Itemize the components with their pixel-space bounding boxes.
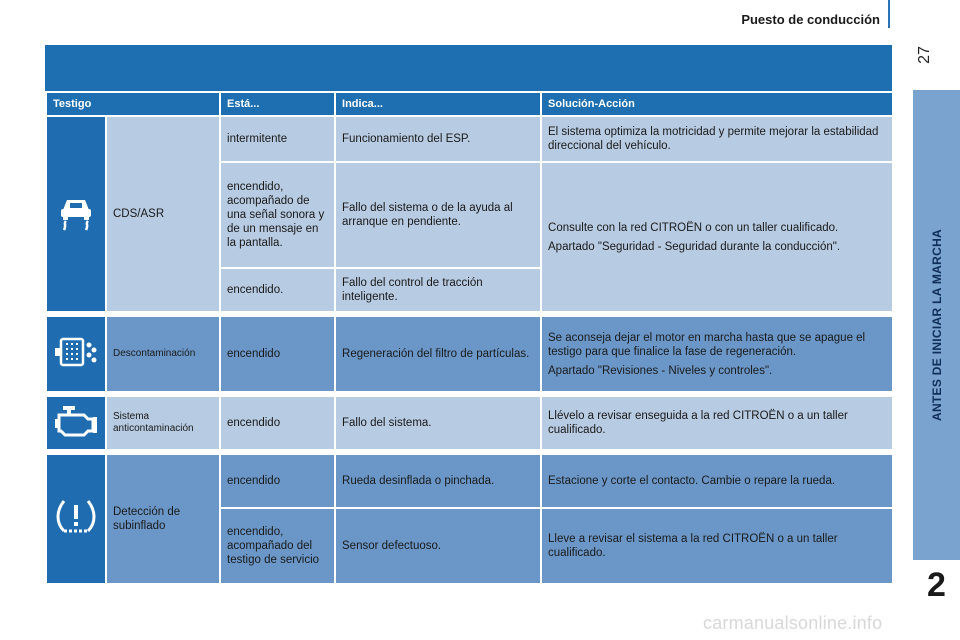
table-row [46,116,893,162]
warning-lights-table [45,91,894,585]
table-header-row [46,92,893,116]
indicates-cell: Fallo del control de tracción inteligente. [335,268,541,312]
action-text: Apartado "Seguridad - Seguridad durante la conducción". [548,240,841,253]
light-name-descontaminacion: Descontaminación [106,316,220,392]
tyre-pressure-icon [54,495,98,539]
action-cell [541,116,893,162]
action-cell [541,162,893,312]
header-divider [888,0,890,28]
icon-cell [46,454,106,584]
action-cell [541,396,893,450]
action-text: Llévelo a revisar enseguida a la red CITROËN o a un taller cualificado. [548,410,848,436]
skidding-car-icon [54,190,98,234]
state-cell: encendido, acompañado de una señal sonora y de un mensaje en la pantalla. [220,162,335,268]
chapter-number: 2 [927,566,946,604]
chapter-title: ANTES DE INICIAR LA MARCHA [929,228,944,422]
action-text: Apartado "Revisiones - Niveles y controles". [548,364,773,377]
state-cell: encendido [220,316,335,392]
table-row [46,454,893,508]
chapter-side-label [913,90,960,560]
section-title: Puesto de conducción [741,12,880,27]
indicates-cell: Funcionamiento del ESP. [335,116,541,162]
table-row [46,316,893,392]
light-name-subinflado: Detección de subinflado [106,454,220,584]
indicates-cell: Sensor defectuoso. [335,508,541,584]
action-text: Consulte con la red CITROËN o con un taller cualificado. [548,221,839,234]
footer-watermark: carmanualsonline.info [703,613,883,633]
indicates-cell: Regeneración del filtro de partículas. [335,316,541,392]
action-cell [541,316,893,392]
state-cell: encendido [220,396,335,450]
indicates-cell: Fallo del sistema o de la ayuda al arranque en pendiente. [335,162,541,268]
action-cell [541,508,893,584]
state-cell: encendido, acompañado del testigo de servicio [220,508,335,584]
column-header-esta: Está... [220,92,335,116]
light-name-cds-asr: CDS/ASR [106,116,220,312]
action-text: El sistema optimiza la motricidad y permite mejorar la estabilidad direccional del vehículo. [548,126,879,152]
action-text: Lleve a revisar el sistema a la red CITROËN o a un taller cualificado. [548,533,838,559]
light-name-anticontaminacion: Sistema anticontaminación [106,396,220,450]
state-cell: encendido. [220,268,335,312]
state-cell: encendido [220,454,335,508]
action-text: Se aconseja dejar el motor en marcha hasta que se apague el testigo para que finalice la fase de regeneración. [548,331,866,358]
icon-cell [46,116,106,312]
column-header-testigo: Testigo [46,92,220,116]
column-header-solucion: Solución-Acción [541,92,893,116]
icon-cell [46,316,106,392]
table-title-bar [45,45,892,91]
icon-cell [46,396,106,450]
indicates-cell: Fallo del sistema. [335,396,541,450]
column-header-indica: Indica... [335,92,541,116]
action-text: Estacione y corte el contacto. Cambie o repare la rueda. [548,475,836,487]
page-number: 27 [916,46,933,64]
indicates-cell: Rueda desinflada o pinchada. [335,454,541,508]
state-cell: intermitente [220,116,335,162]
engine-icon [54,404,98,438]
table-row [46,396,893,450]
particle-filter-icon [53,333,99,371]
action-cell [541,454,893,508]
